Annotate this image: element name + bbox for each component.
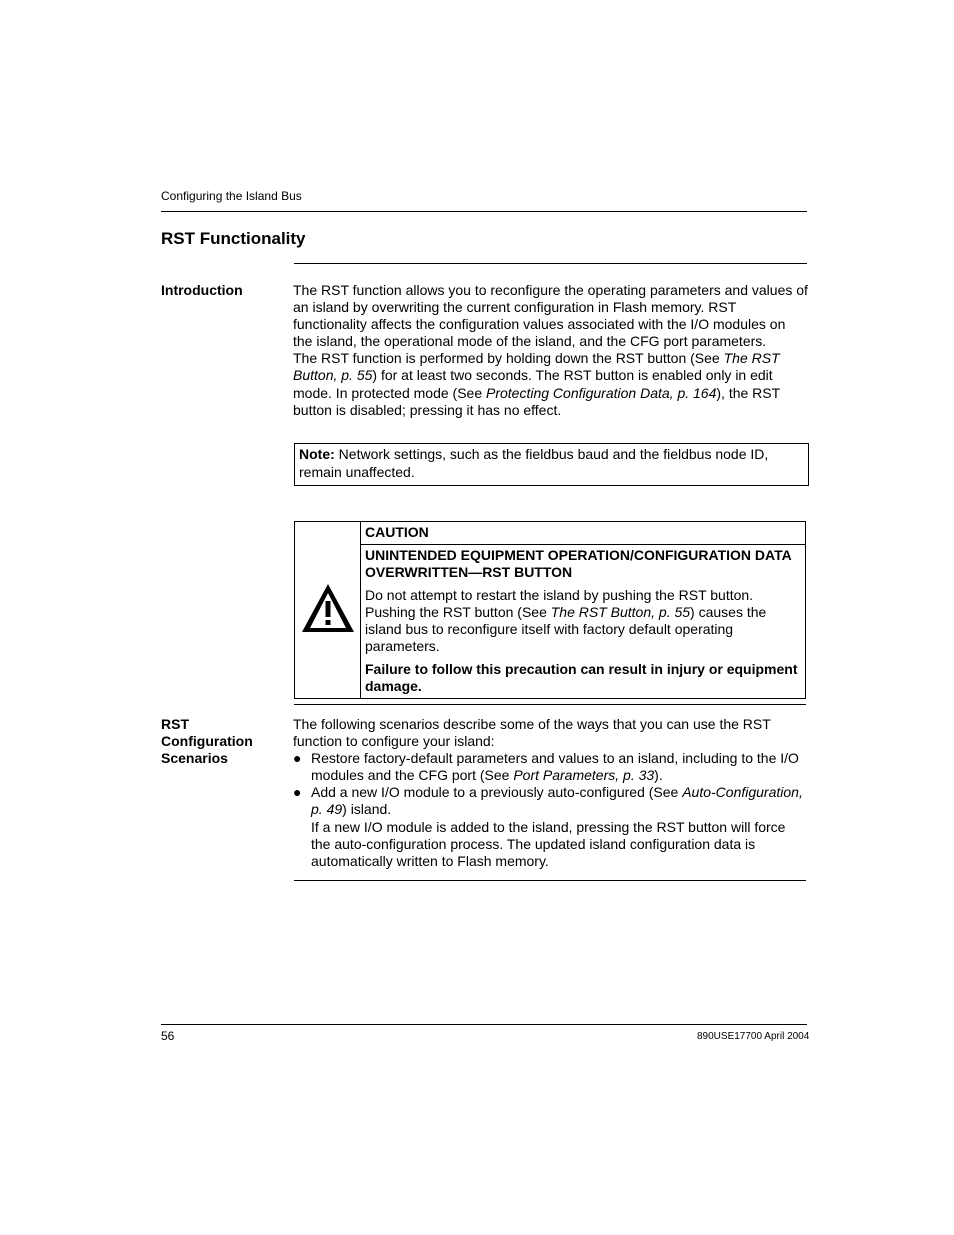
cross-reference-link[interactable]: Port Parameters, p. 33 xyxy=(513,767,655,784)
list-item-text: ) island. xyxy=(342,801,392,818)
list-item xyxy=(293,750,805,784)
note-text: Network settings, such as the fieldbus baud and the fieldbus node ID, remain unaffected. xyxy=(299,446,769,480)
caution-content xyxy=(361,545,806,699)
cross-reference-link[interactable]: Protecting Configuration Data, p. 164 xyxy=(486,384,717,401)
introduction-body xyxy=(293,282,808,419)
introduction-paragraph-2 xyxy=(293,350,808,418)
list-item-text: Restore factory-default parameters and values to an island, including to the I/O modules and the CFG port (See xyxy=(311,750,799,784)
scenarios-label xyxy=(161,716,253,767)
caution-body xyxy=(365,587,799,655)
list-item-detail: If a new I/O module is added to the island, pressing the RST button will force the auto-configuration process. The updated island configuration data is automatically written to Flash memory. xyxy=(311,818,786,869)
scenarios-label-line: Configuration xyxy=(161,733,253,749)
scenarios-label-line: Scenarios xyxy=(161,750,228,766)
caution-box xyxy=(294,521,806,699)
caution-subject: UNINTENDED EQUIPMENT OPERATION/CONFIGURATION DATA OVERWRITTEN—RST BUTTON xyxy=(365,547,792,580)
header-rule xyxy=(161,211,807,212)
caution-consequence: Failure to follow this precaution can result in injury or equipment damage. xyxy=(365,661,798,694)
page-number: 56 xyxy=(161,1029,175,1043)
caution-text: Do not attempt to restart the island by pushing the RST button. Pushing the RST button (See xyxy=(365,587,754,620)
list-item xyxy=(293,784,805,869)
caution-icon-cell xyxy=(295,522,361,699)
scenarios-rule xyxy=(294,704,806,705)
warning-triangle-icon xyxy=(300,581,356,635)
note-box xyxy=(294,443,809,486)
section-rule xyxy=(294,263,807,264)
introduction-paragraph-1: The RST function allows you to reconfigure the operating parameters and values of an island by overwriting the current configuration in Flash memory. RST functionality affects the configuration values associated with the I/O modules on the island, the operational mode of the island, and the CFG port parameters. xyxy=(293,282,808,350)
scenarios-label-line: RST xyxy=(161,716,189,732)
list-item-text: ). xyxy=(654,767,663,784)
scenarios-body xyxy=(293,716,805,870)
scenarios-end-rule xyxy=(294,880,806,881)
list-item-text: Add a new I/O module to a previously auto-configured (See xyxy=(311,784,683,801)
cross-reference-link[interactable]: The RST Button, p. 55 xyxy=(293,350,780,384)
caution-heading: CAUTION xyxy=(361,522,806,545)
intro-text: ) for at least two seconds. The RST button is enabled only in edit mode. In protected mode (See xyxy=(293,367,773,401)
cross-reference-link[interactable]: Auto-Configuration, p. 49 xyxy=(311,784,803,818)
intro-text: ), the RST button is disabled; pressing it has no effect. xyxy=(293,384,780,418)
bullet-icon: ● xyxy=(293,750,302,767)
section-title: RST Functionality xyxy=(161,229,306,248)
note-label: Note: xyxy=(299,446,335,462)
document-id: 890USE17700 April 2004 xyxy=(697,1031,810,1042)
introduction-label: Introduction xyxy=(161,282,243,298)
running-header: Configuring the Island Bus xyxy=(161,189,302,203)
caution-text: ) causes the island bus to reconfigure itself with factory default operating parameters. xyxy=(365,604,767,654)
footer-rule xyxy=(161,1024,807,1025)
scenarios-intro: The following scenarios describe some of the ways that you can use the RST function to configure your island: xyxy=(293,716,771,750)
cross-reference-link[interactable]: The RST Button, p. 55 xyxy=(550,604,691,620)
scenarios-list xyxy=(293,750,805,870)
bullet-icon: ● xyxy=(293,784,302,801)
intro-text: The RST function is performed by holding down the RST button (See xyxy=(293,350,724,367)
